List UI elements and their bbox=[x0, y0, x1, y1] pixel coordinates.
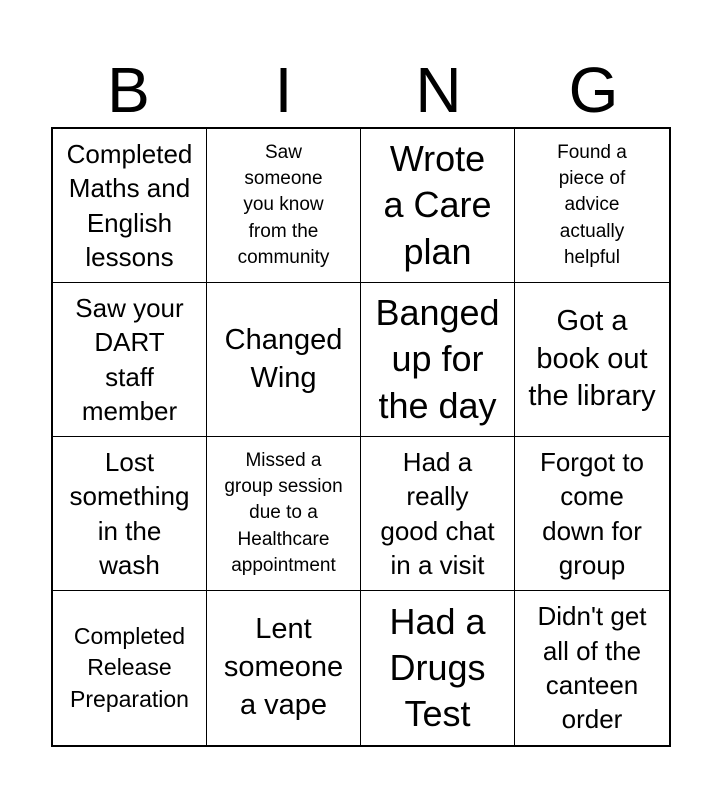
bingo-cell-r4c1[interactable] bbox=[53, 591, 207, 745]
bingo-cell-r3c3[interactable] bbox=[361, 437, 515, 591]
bingo-cell-text: Changed Wing bbox=[224, 323, 343, 394]
bingo-cell-text: Got a book out the library bbox=[528, 304, 656, 413]
header-letter-n: N bbox=[415, 54, 462, 126]
bingo-cell-r4c2[interactable] bbox=[207, 591, 361, 745]
bingo-cell-r3c2[interactable] bbox=[207, 437, 361, 591]
bingo-cell-r2c1[interactable] bbox=[53, 283, 207, 437]
header-letter-g: G bbox=[568, 54, 619, 126]
header-letter-i: I bbox=[274, 54, 293, 126]
bingo-cell-text: Had a really good chat in a visit bbox=[380, 446, 495, 580]
bingo-cell-r2c3[interactable] bbox=[361, 283, 515, 437]
bingo-cell-text: Had a Drugs Test bbox=[389, 600, 486, 735]
bingo-cell-r1c4[interactable] bbox=[515, 129, 669, 283]
bingo-cell-text: Banged up for the day bbox=[375, 292, 500, 426]
bingo-cell-r2c2[interactable] bbox=[207, 283, 361, 437]
bingo-cell-text: Completed Maths and English lessons bbox=[66, 138, 193, 272]
bingo-cell-text: Lost something in the wash bbox=[69, 446, 190, 580]
bingo-cell-r3c1[interactable] bbox=[53, 437, 207, 591]
header-letter-b: B bbox=[107, 54, 150, 126]
bingo-cell-r1c3[interactable] bbox=[361, 129, 515, 283]
bingo-cell-r2c4[interactable] bbox=[515, 283, 669, 437]
bingo-cell-r4c3[interactable] bbox=[361, 591, 515, 745]
bingo-cell-r4c4[interactable] bbox=[515, 591, 669, 745]
bingo-cell-r1c2[interactable] bbox=[207, 129, 361, 283]
bingo-cell-text: Didn't get all of the canteen order bbox=[537, 601, 647, 735]
bingo-cell-text: Completed Release Preparation bbox=[70, 623, 189, 712]
bingo-cell-text: Lent someone a vape bbox=[223, 613, 344, 721]
bingo-cell-r3c4[interactable] bbox=[515, 437, 669, 591]
bingo-header bbox=[51, 52, 671, 128]
bingo-cell-r1c1[interactable] bbox=[53, 129, 207, 283]
bingo-cell-text: Saw someone you know from the community bbox=[237, 141, 330, 268]
bingo-cell-text: Forgot to come down for group bbox=[539, 446, 645, 580]
bingo-cell-text: Wrote a Care plan bbox=[383, 138, 492, 272]
bingo-cell-text: Found a piece of advice actually helpful bbox=[557, 141, 627, 268]
bingo-cell-text: Saw your DART staff member bbox=[75, 292, 184, 426]
bingo-cell-text: Missed a group session due to a Healthcare appointment bbox=[224, 449, 343, 576]
bingo-board bbox=[51, 127, 671, 747]
